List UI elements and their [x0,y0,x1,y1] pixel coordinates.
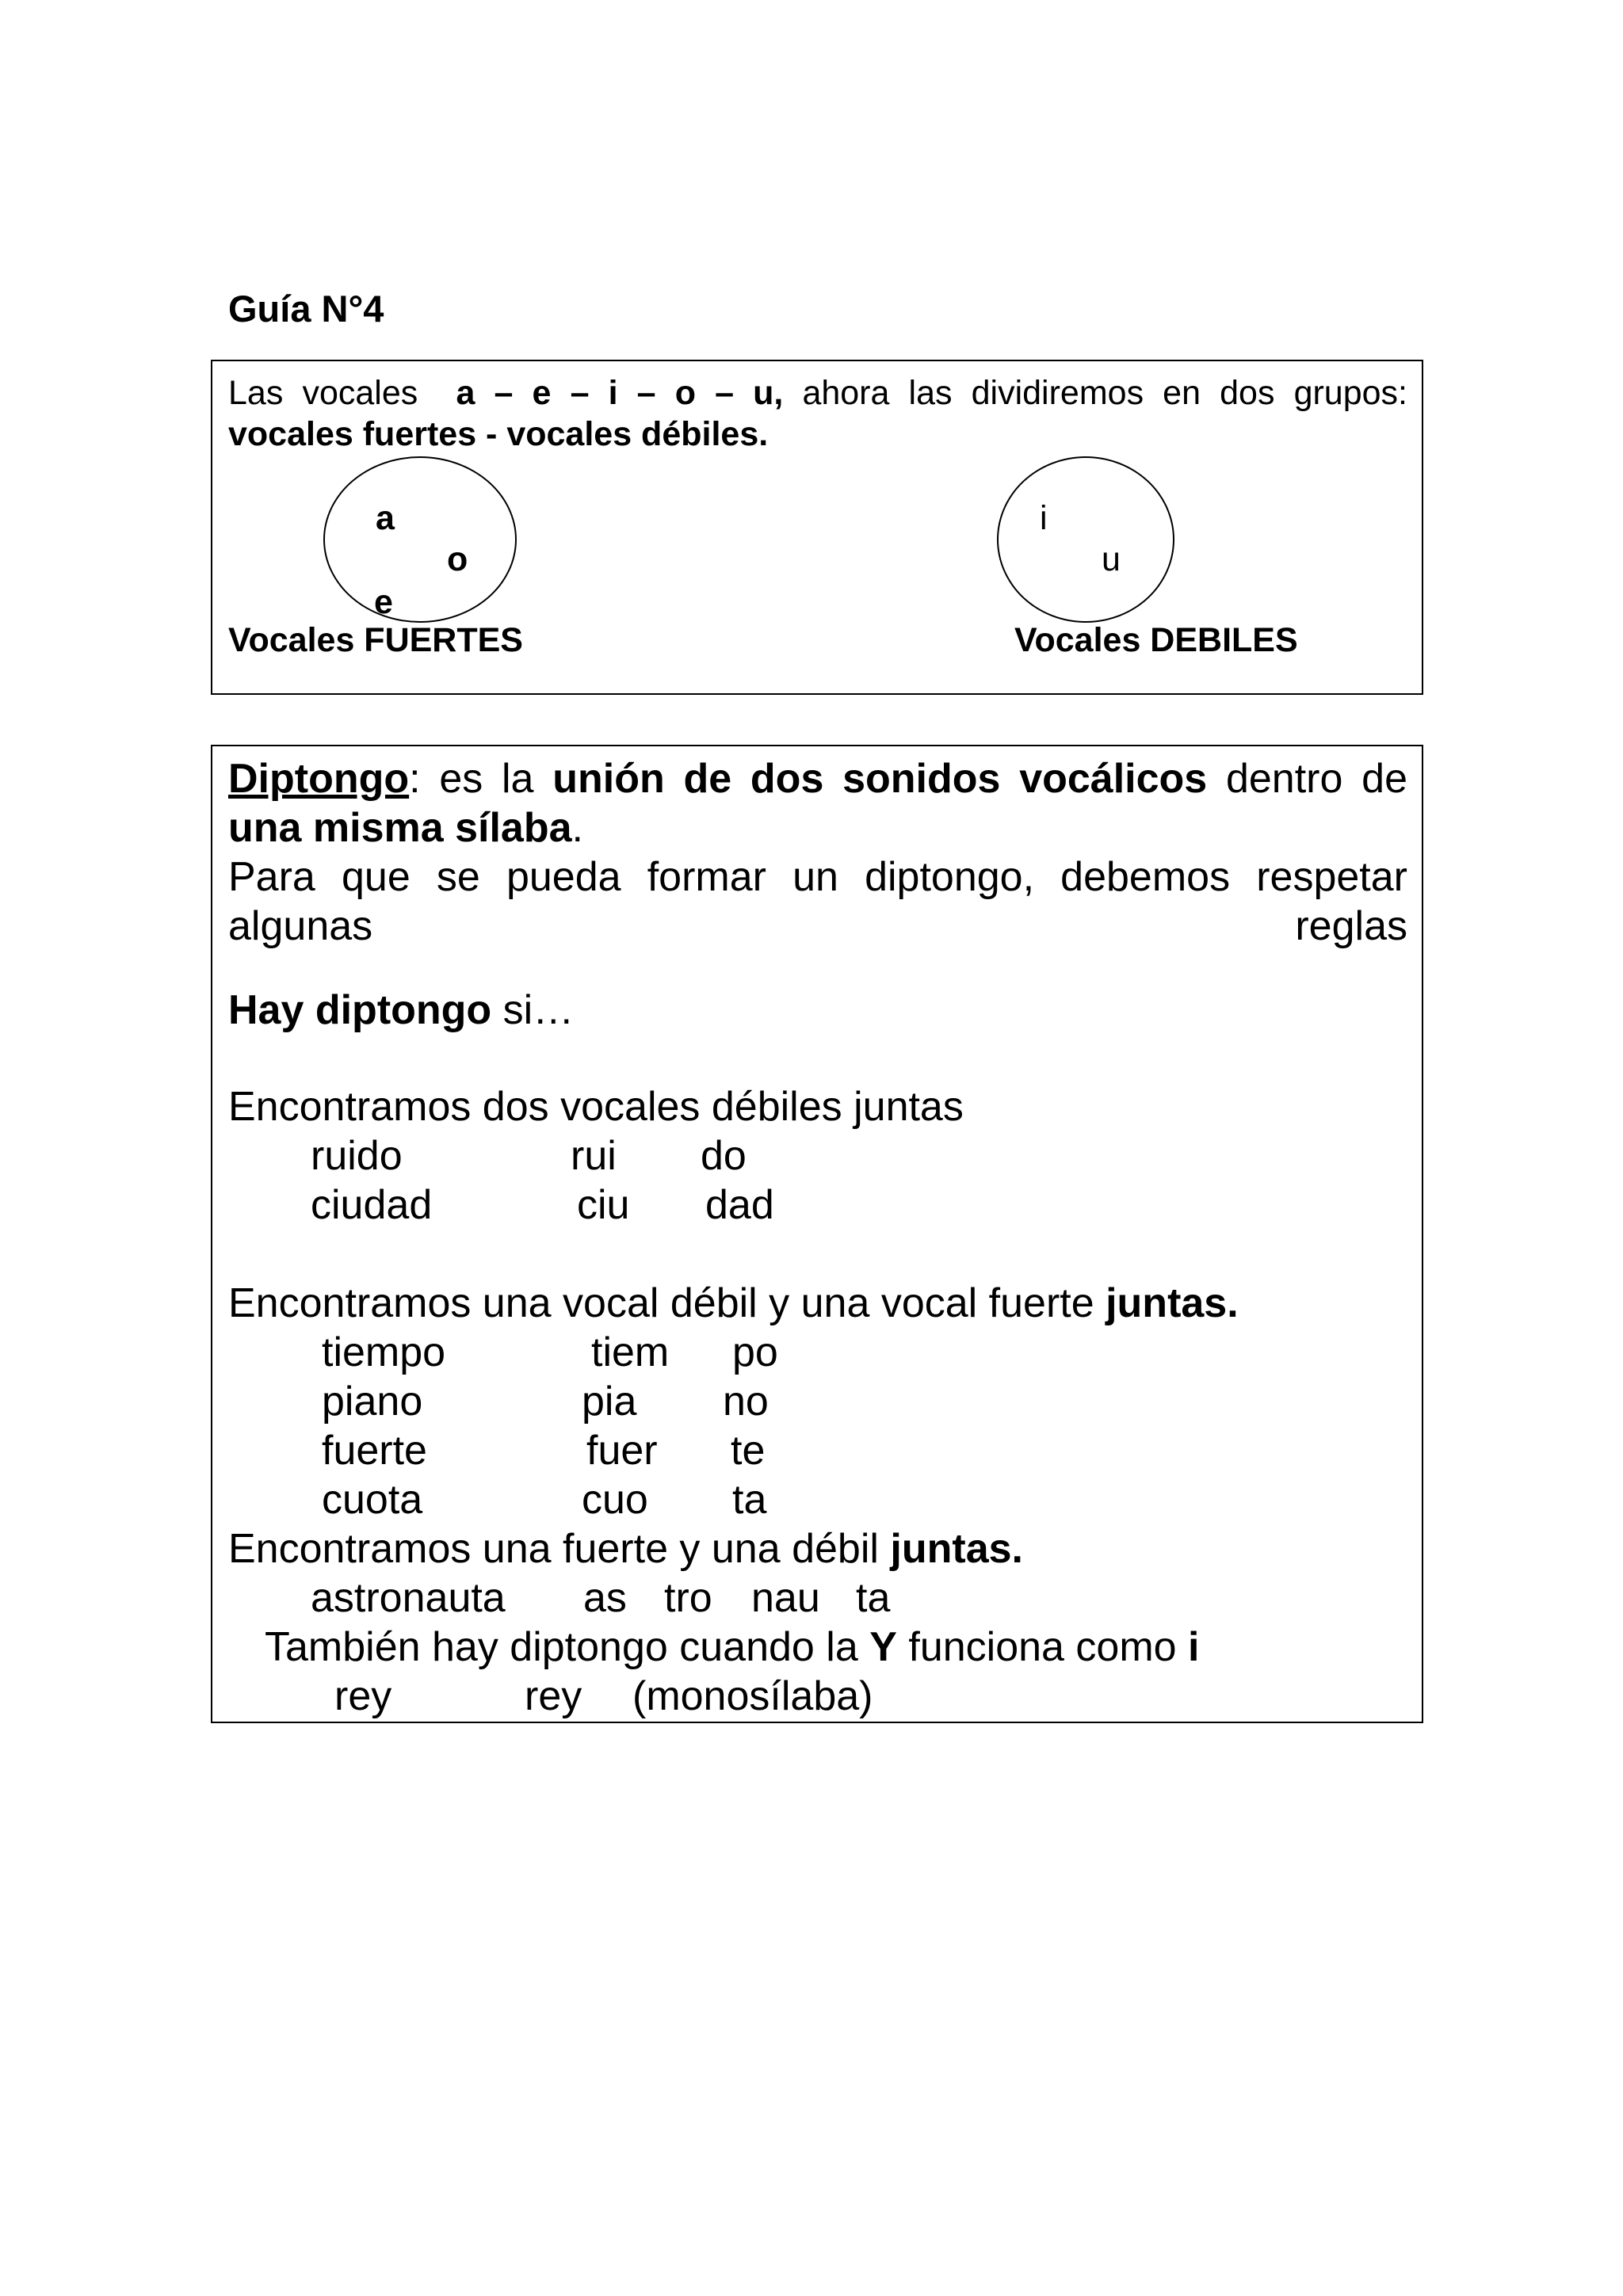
definition-line-2 [228,803,583,852]
example-syllable: pia [582,1379,637,1425]
hay-rest: si… [502,987,575,1033]
hay-bold: Hay diptongo [228,987,492,1033]
example-word: astronauta [311,1575,506,1621]
rule2-bold: juntas. [1106,1280,1239,1326]
vowel-list: a – e – i – o – u, [456,374,784,412]
example-syllable: fuer [586,1428,658,1474]
example-syllable: dad [705,1182,774,1228]
vowel-u: u [1102,540,1121,578]
example-word: cuota [322,1477,423,1523]
example-syllable: tiem [591,1329,670,1375]
example-word: ciudad [311,1182,433,1228]
vowel-o: o [447,540,468,578]
def-1: : es la [409,756,534,802]
rule-2 [228,1279,1239,1328]
hay-diptongo-line [228,986,574,1035]
strong-vowels-caption: Vocales FUERTES [228,621,523,659]
example-syllable: po [732,1329,778,1375]
intro-prefix: Las vocales [228,374,418,412]
def-end: . [571,805,583,851]
vowel-e: e [374,583,393,621]
weak-vowels-circle [997,456,1174,623]
intro-suffix: ahora las dividiremos en dos grupos: [802,374,1407,412]
page-title: Guía N°4 [228,288,384,330]
weak-vowels-caption: Vocales DEBILES [1014,621,1298,659]
example-word: fuerte [322,1428,427,1474]
vowels-box [211,360,1423,695]
rule4-bold-2: i [1188,1624,1200,1670]
example-syllable: rui [571,1133,617,1179]
example-syllable: as [583,1575,627,1621]
example-syllable: ta [732,1477,767,1523]
rule3-bold: juntas. [890,1526,1023,1572]
example-syllable: ta [856,1575,891,1621]
def-bold-2: una misma sílaba [228,805,572,851]
diphthong-box [211,745,1423,1723]
rule3-text: Encontramos una fuerte y una débil [228,1526,879,1572]
vowel-a: a [376,499,395,537]
example-word: ruido [311,1133,403,1179]
groups-line: vocales fuertes - vocales débiles. [228,415,769,453]
diphthong-term: Diptongo [228,756,410,802]
rule4-text-1: También hay diptongo cuando la [265,1624,858,1670]
example-syllable: ciu [577,1182,630,1228]
example-syllable: tro [664,1575,712,1621]
strong-vowels-circle [323,456,517,623]
example-syllable: te [731,1428,766,1474]
rule-1: Encontramos dos vocales débiles juntas [228,1084,964,1130]
rule-3 [228,1524,1023,1573]
example-syllable: rey [525,1673,582,1719]
example-note: (monosílaba) [632,1673,873,1719]
def-bold-1: unión de dos sonidos vocálicos [552,756,1208,802]
vowels-intro [228,371,1407,415]
example-syllable: do [701,1133,747,1179]
rule4-bold-1: Y [869,1624,897,1670]
rule2-text: Encontramos una vocal débil y una vocal fuerte [228,1280,1094,1326]
rules-intro: Para que se pueda formar un diptongo, debemos respetar algunas reglas [228,854,1407,949]
def-2: dentro de [1225,756,1407,802]
example-syllable: cuo [582,1477,648,1523]
vowel-i: i [1040,499,1048,537]
definition-line-1 [228,754,1407,803]
example-word: rey [334,1673,392,1719]
example-word: tiempo [322,1329,446,1375]
example-word: piano [322,1379,423,1425]
example-syllable: nau [751,1575,820,1621]
rule-4 [265,1623,1199,1672]
rule4-text-2: funciona como [908,1624,1177,1670]
example-syllable: no [723,1379,769,1425]
